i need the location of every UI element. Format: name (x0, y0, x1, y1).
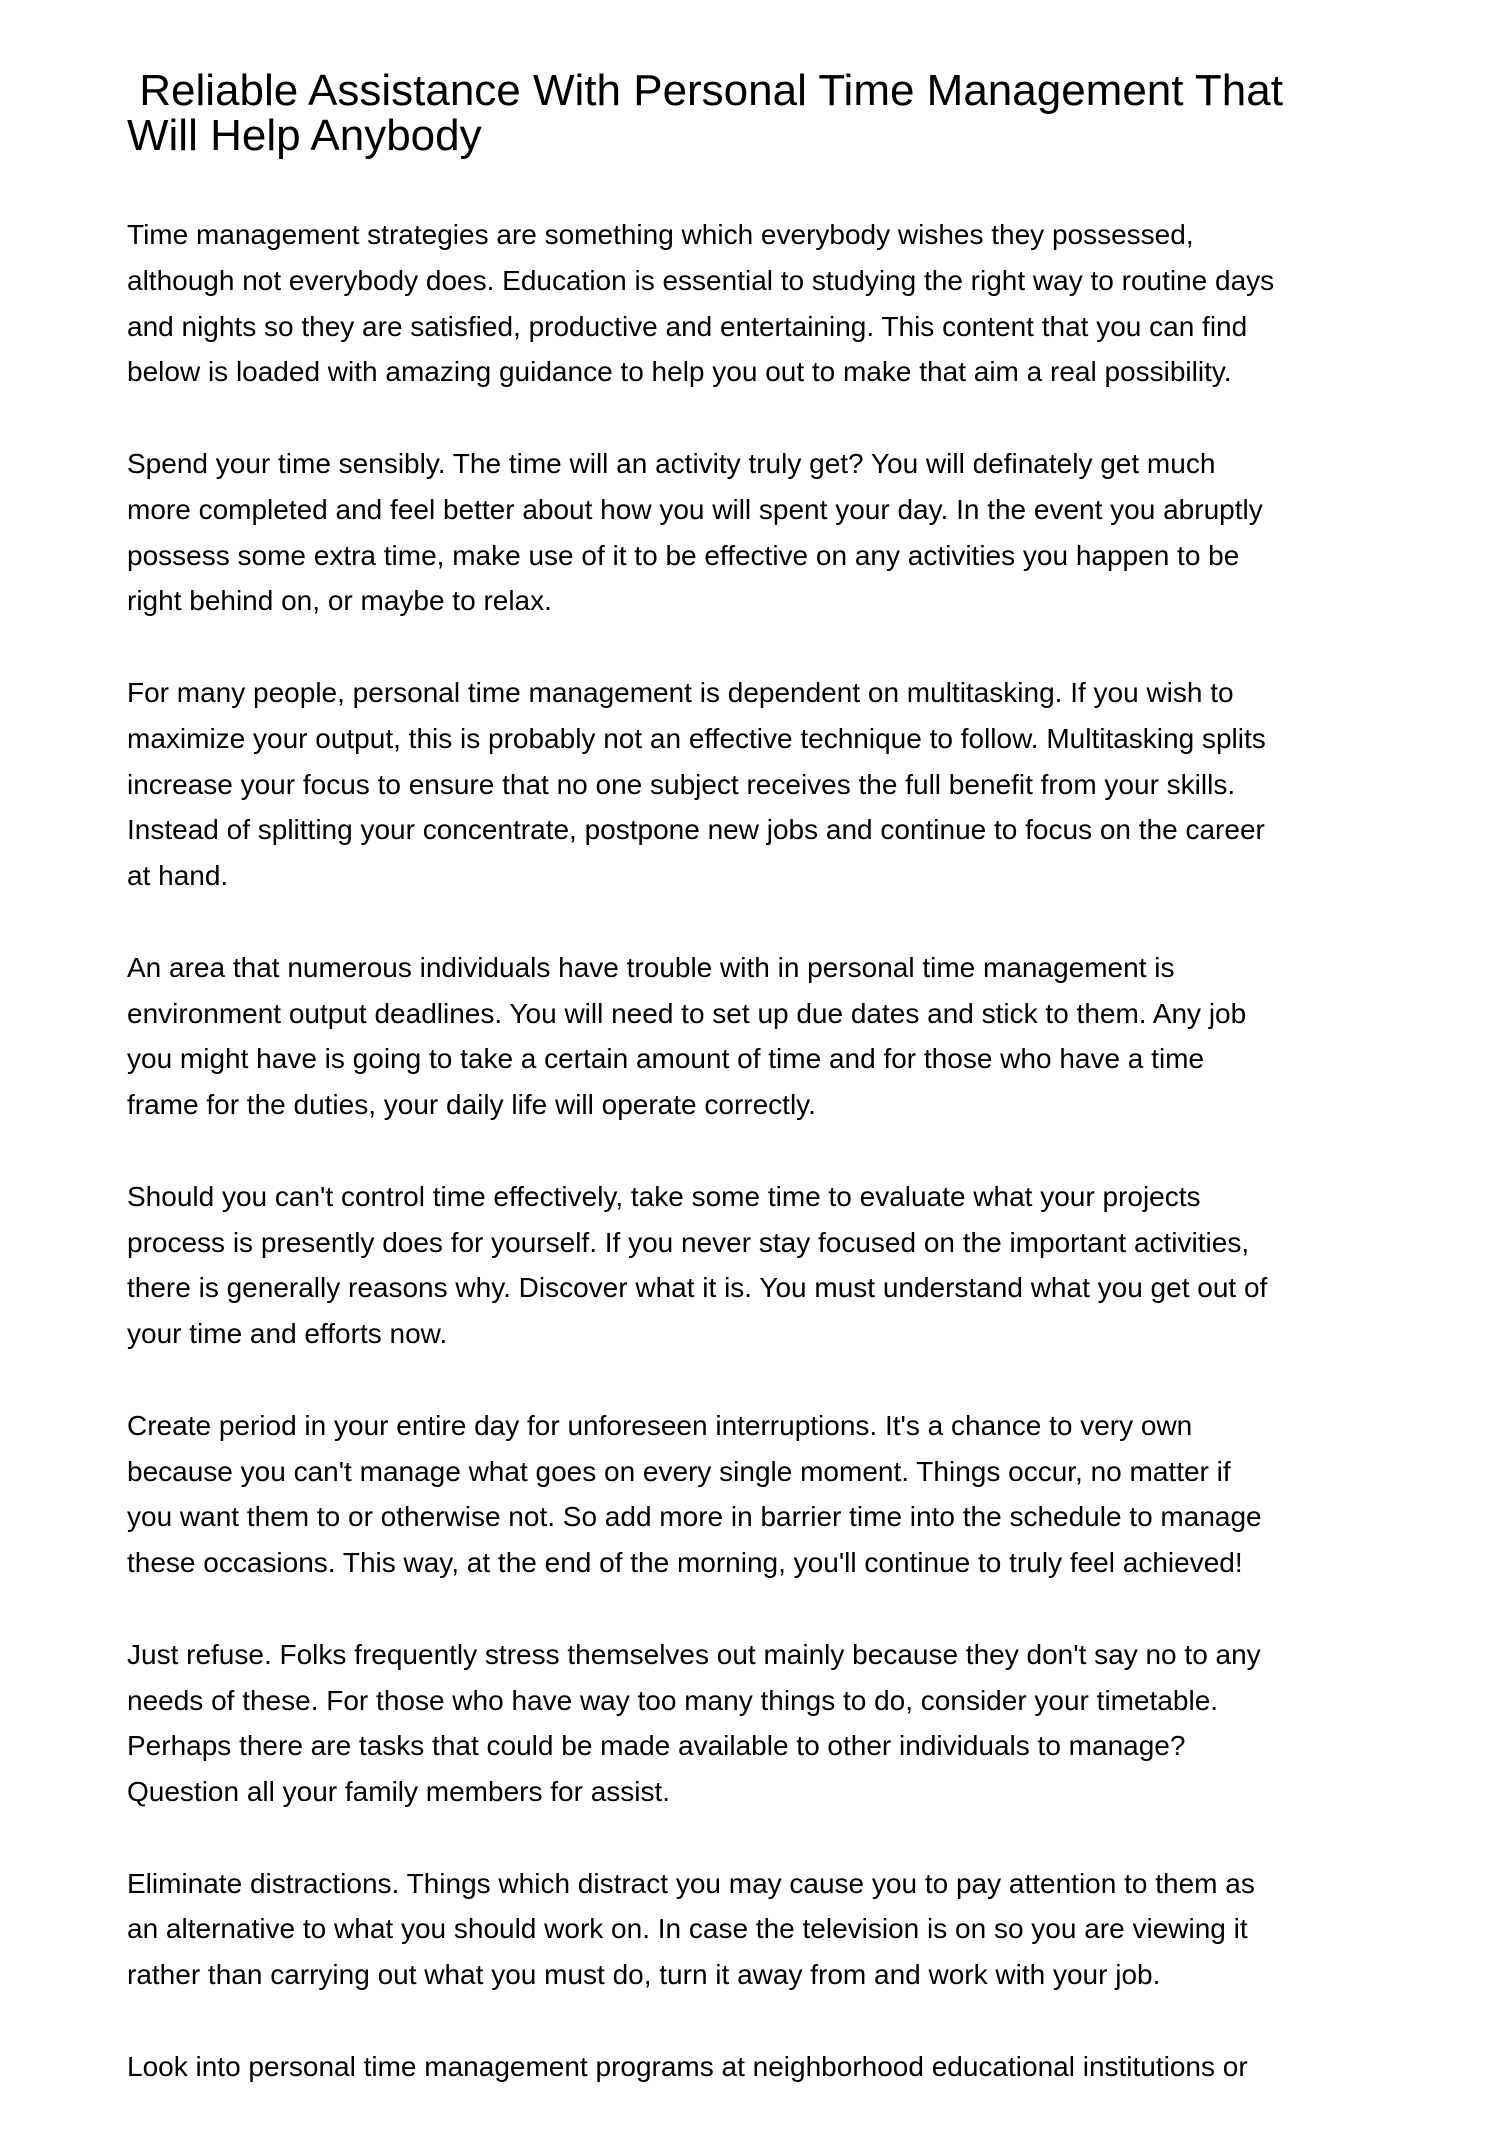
paragraph-line: at hand. (127, 860, 229, 892)
paragraph-line: frame for the duties, your daily life will operate correctly. (127, 1089, 816, 1121)
paragraph-line: more completed and feel better about how you will spent your day. In the event you abruptly (127, 493, 1263, 525)
paragraph-line: Time management strategies are something which everybody wishes they possessed, (127, 219, 1194, 250)
paragraph (127, 1861, 1427, 1998)
paragraph (127, 441, 1427, 624)
paragraph-line: an alternative to what you should work on. In case the television is on so you are viewing it (127, 1913, 1248, 1945)
paragraph (127, 212, 1427, 395)
paragraph-line: right behind on, or maybe to relax. (127, 585, 552, 617)
paragraph-line: An area that numerous individuals have trouble with in personal time management is (127, 951, 1175, 983)
paragraph-line: Should you can't control time effectively, take some time to evaluate what your projects (127, 1180, 1201, 1212)
paragraph-line: environment output deadlines. You will need to set up due dates and stick to them. Any job (127, 997, 1247, 1029)
paragraph-line: For many people, personal time management is dependent on multitasking. If you wish to (127, 676, 1234, 708)
paragraph (127, 670, 1427, 899)
paragraph-line: Spend your time sensibly. The time will an activity truly get? You will definately get much (127, 447, 1216, 479)
paragraph-line: Just refuse. Folks frequently stress themselves out mainly because they don't say no to any (127, 1638, 1261, 1670)
paragraph-line: Instead of splitting your concentrate, postpone new jobs and continue to focus on the career (127, 814, 1265, 846)
paragraph-line: these occasions. This way, at the end of the morning, you'll continue to truly feel achieved! (127, 1547, 1243, 1579)
paragraph-line: process is presently does for yourself. If you never stay focused on the important activities, (127, 1226, 1250, 1258)
paragraph-line: Question all your family members for assist. (127, 1776, 671, 1808)
title-line: Will Help Anybody (127, 111, 482, 160)
paragraph-line: you might have is going to take a certain amount of time and for those who have a time (127, 1043, 1205, 1075)
paragraph (127, 945, 1427, 1128)
paragraph-line: rather than carrying out what you must do, turn it away from and work with your job. (127, 1959, 1161, 1991)
paragraph-line: Look into personal time management programs at neighborhood educational institutions or (127, 2050, 1248, 2082)
page-title (127, 68, 1283, 158)
paragraph (127, 2044, 1427, 2090)
paragraph (127, 1174, 1427, 1357)
paragraph-line: there is generally reasons why. Discover what it is. You must understand what you get out of (127, 1272, 1268, 1304)
paragraph-line: below is loaded with amazing guidance to help you out to make that aim a real possibility. (127, 356, 1232, 388)
paragraph-line: and nights so they are satisfied, productive and entertaining. This content that you can find (127, 310, 1248, 342)
paragraph (127, 1403, 1427, 1586)
paragraph-line: maximize your output, this is probably not an effective technique to follow. Multitasking splits (127, 722, 1266, 754)
paragraph-line: possess some extra time, make use of it to be effective on any activities you happen to be (127, 539, 1240, 571)
paragraph-line: Create period in your entire day for unforeseen interruptions. It's a chance to very own (127, 1409, 1193, 1441)
paragraph-line: Eliminate distractions. Things which distract you may cause you to pay attention to them as (127, 1867, 1255, 1899)
title-line: Reliable Assistance With Personal Time Management That (127, 66, 1283, 115)
paragraph-line: needs of these. For those who have way too many things to do, consider your timetable. (127, 1684, 1219, 1716)
paragraph-line: although not everybody does. Education is essential to studying the right way to routine days (127, 264, 1275, 296)
paragraph-line: because you can't manage what goes on every single moment. Things occur, no matter if (127, 1455, 1231, 1487)
paragraph-line: Perhaps there are tasks that could be made available to other individuals to manage? (127, 1730, 1186, 1762)
article-body (127, 212, 1427, 2135)
paragraph-line: you want them to or otherwise not. So add more in barrier time into the schedule to manage (127, 1501, 1262, 1533)
paragraph-line: increase your focus to ensure that no one subject receives the full benefit from your skills. (127, 768, 1236, 800)
paragraph-line: your time and efforts now. (127, 1318, 448, 1350)
paragraph (127, 1632, 1427, 1815)
